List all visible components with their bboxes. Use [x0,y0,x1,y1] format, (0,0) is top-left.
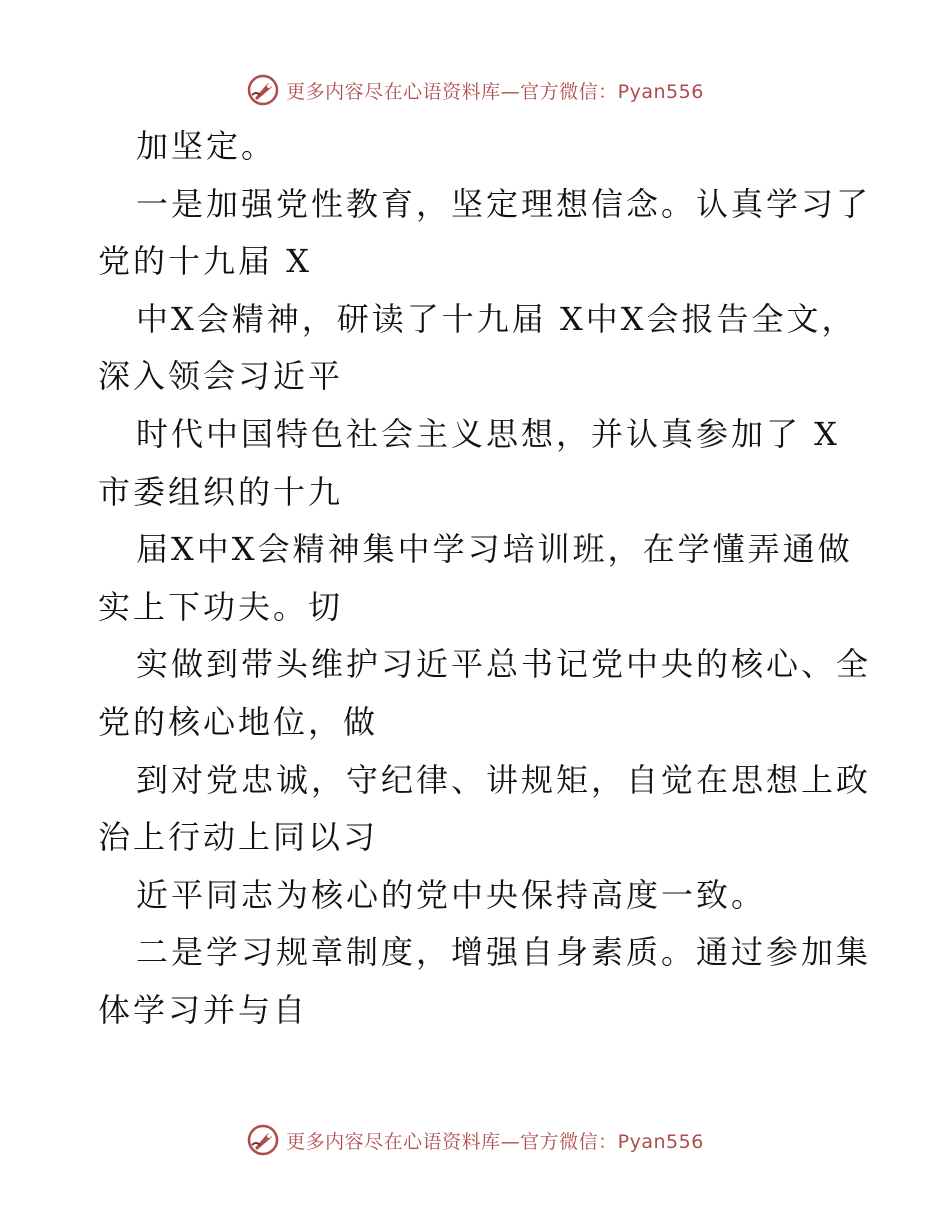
text-line: 二是学习规章制度，增强自身素质。通过参加集 [136,933,872,972]
text-line: 深入领会习近平 [98,357,344,396]
text-line: 实做到带头维护习近平总书记党中央的核心、全 [136,645,872,684]
header-banner-text: 更多内容尽在心语资料库—官方微信：Pyan556 [286,80,704,103]
text-line: 时代中国特色社会主义思想，并认真参加了 X [136,414,840,453]
text-line: 治上行动上同以习 [98,818,379,857]
text-line: 近平同志为核心的党中央保持高度一致。 [136,875,767,914]
text-line: 党的十九届 X [98,242,312,281]
text-line: 加坚定。 [136,127,277,165]
footer-banner [0,1120,950,1160]
text-line: 届X中X会精神集中学习培训班，在学懂弄通做 [136,530,853,569]
text-line: 党的核心地位，做 [98,702,379,741]
pen-nib-icon [246,73,280,107]
header-banner [0,70,950,110]
footer-banner-text: 更多内容尽在心语资料库—官方微信：Pyan556 [286,1130,704,1153]
document-body [98,118,872,1040]
text-line: 体学习并与自 [98,990,309,1029]
header-banner-inner [246,73,704,107]
text-line: 实上下功夫。切 [98,587,344,626]
pen-nib-icon [246,1123,280,1157]
text-line: 一是加强党性教育，坚定理想信念。认真学习了 [136,184,872,223]
text-line: 到对党忠诚，守纪律、讲规矩，自觉在思想上政 [136,760,872,799]
text-line: 市委组织的十九 [98,472,344,511]
footer-banner-inner [246,1123,704,1157]
text-line: 中X会精神，研读了十九届 X中X会报告全文， [136,299,857,338]
